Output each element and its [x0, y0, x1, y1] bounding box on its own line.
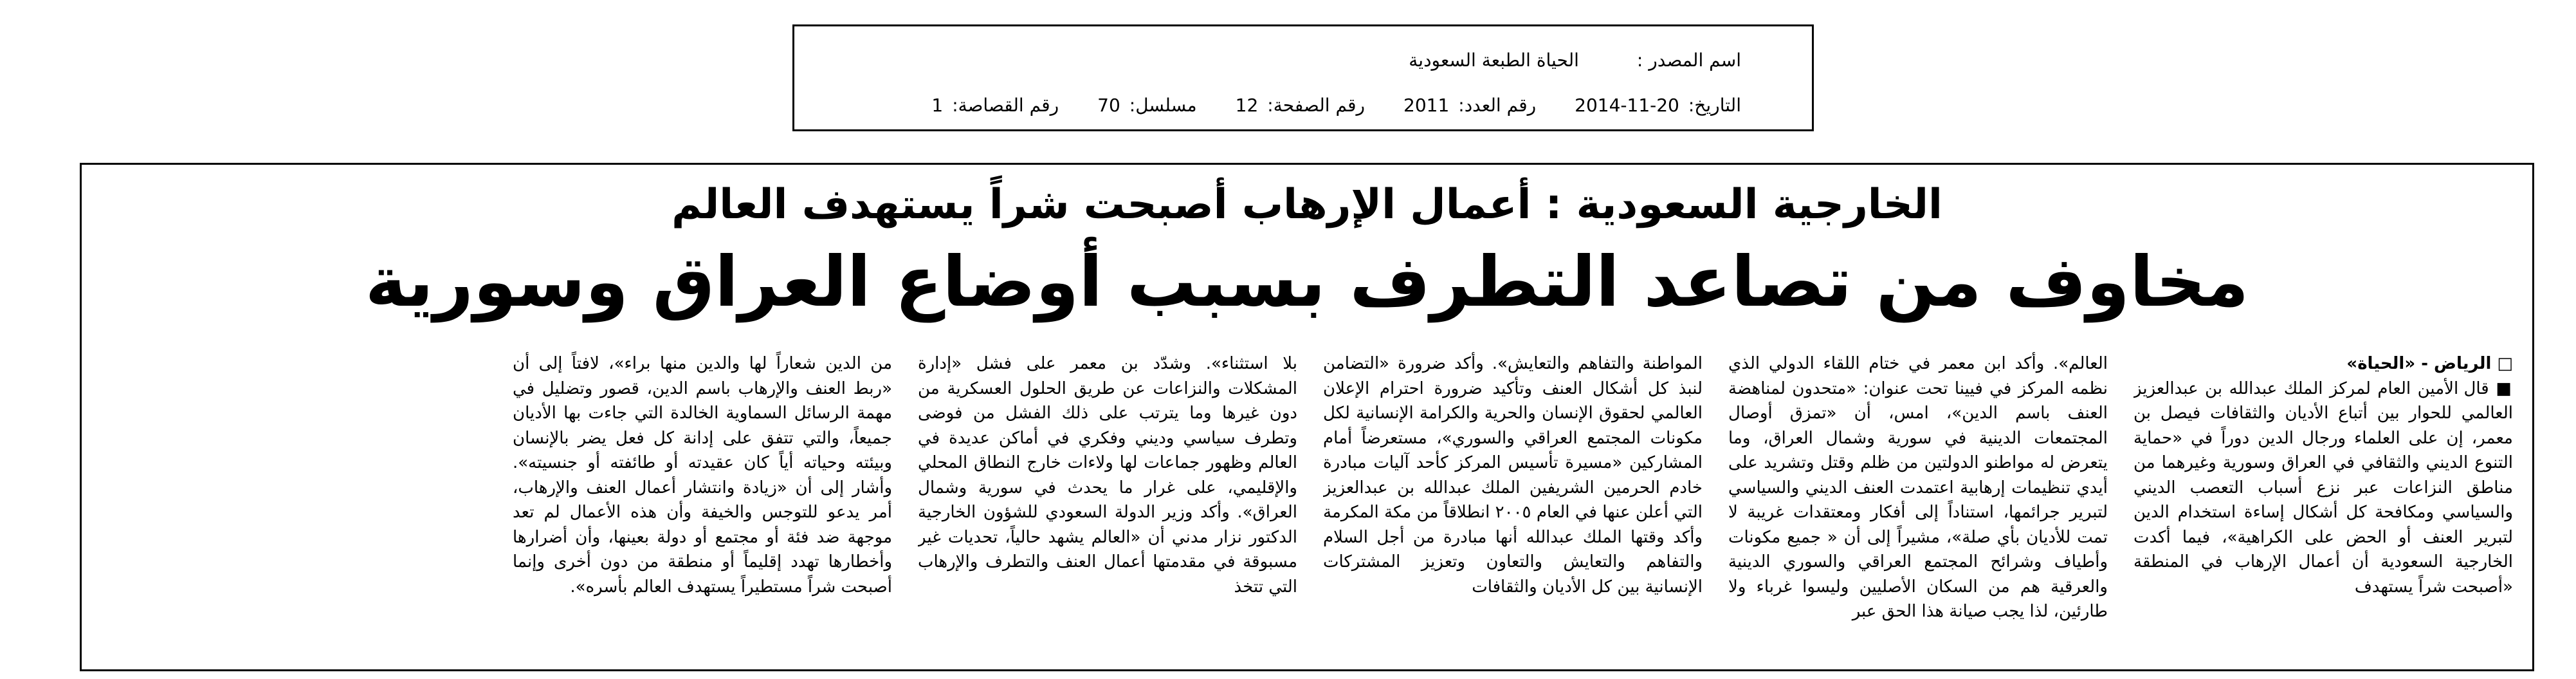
article-column-1	[2133, 351, 2513, 660]
issue-value: 2011	[1403, 95, 1450, 116]
issue-field	[1403, 95, 1536, 116]
date-label: التاريخ:	[1688, 95, 1741, 116]
column-text	[2133, 377, 2513, 600]
page-field	[1236, 95, 1365, 116]
article-subheadline: الخارجية السعودية : أعمال الإرهاب أصبحت شراً يستهدف العالم	[671, 181, 1942, 228]
column-1-text: قال الأمين العام لمركز الملك عبدالله بن عبدالعزيز العالمي للحوار بين أتباع الأديان والثقافات فيصل بن معمر، إن على العلماء ورجال الدين دوراً في «حماية التنوع الديني والثقافي في العراق وسورية وغيرهما من مناطق النزاعات عبر نزع أسباب التعصب الديني والسياسي ومكافحة كل أشكال إساءة استخدام الدين لتبرير العنف أو الحض على الكراهية»، فيما أكدت الخارجية السعودية أن أعمال الإرهاب في المنطقة «أصبحت شراً يستهدف	[2133, 378, 2513, 597]
date-value: 2014-11-20	[1575, 95, 1679, 116]
column-2-text: العالم». وأكد ابن معمر في ختام اللقاء الدولي الذي نظمه المركز في فيينا تحت عنوان: «متحدون لمناهضة العنف باسم الدين»، امس، أن «تمزق أوصال المجتمعات الدينية في سورية وشمال العراق، وما يتعرض له مواطنو الدولتين من ظلم وقتل وتشريد على أيدي تنظيمات إرهابية اعتمدت العنف الديني والسياسي لتبرير جرائمها، استناداً إلى أفكار ومعتقدات غريبة لا تمت للأديان بأي صلة»، مشيراً إلى أن « جميع مكونات وأطياف وشرائح المجتمع العراقي والسوري الدينية والعرقية هم من السكان الأصليين وليسوا غرباء ولا طارئين، لذا يجب صيانة هذا الحق عبر	[1728, 354, 2108, 621]
serial-label: مسلسل:	[1129, 95, 1197, 116]
article-column-4	[918, 351, 1297, 660]
page-value: 12	[1235, 95, 1259, 116]
serial-field	[1097, 95, 1197, 116]
article-byline: □ الرياض - «الحياة»	[2346, 354, 2513, 373]
column-5-text: من الدين شعاراً لها والدين منها براء»، لافتاً إلى أن «ربط العنف والإرهاب باسم الدين، قصور وتضليل في مهمة الرسائل السماوية الخالدة التي جاءت بها الأديان جميعاً، والتي تتفق على إدانة كل فعل يضر بالإنسان وبيئته وحياته أياً كان عقيدته أو طائفته أو جنسيته». وأشار إلى أن «زيادة وانتشار أعمال العنف والإرهاب، أمر يدعو للتوجس والخيفة وأن هذه الأعمال لم تعد موجهة ضد فئة أو مجتمع أو دولة بعينها، وأن أضرارها وأخطارها تهدد إقليماً أو منطقة من دون أخرى وإنما أصبحت شراً مستطيراً يستهدف العالم بأسره».	[513, 354, 892, 597]
clip-field	[931, 95, 1059, 116]
source-info-box	[792, 24, 1814, 131]
column-4-text: بلا استثناء». وشدّد بن معمر على فشل «إدارة المشكلات والنزاعات عن طريق الحلول العسكرية من دون غيرها وما يترتب على ذلك الفشل من فوضى وتطرف سياسي وديني وفكري في أماكن عديدة في العالم وظهور جماعات لها ولاءات خارج النطاق المحلي والإقليمي، على غرار ما يحدث في سورية وشمال العراق». وأكد وزير الدولة السعودي للشؤون الخارجية الدكتور نزار مدني أن «العالم يشهد حالياً، تحديات غير مسبوقة في مقدمتها أعمال العنف والتطرف والإرهاب التي تتخذ	[918, 354, 1297, 597]
article-column-3	[1323, 351, 1703, 660]
article-frame	[80, 163, 2534, 671]
clip-label: رقم القصاصة:	[952, 95, 1059, 116]
article-body	[100, 351, 2513, 660]
article-column-2	[1728, 351, 2108, 660]
serial-value: 70	[1097, 95, 1120, 116]
article-headline: مخاوف من تصاعد التطرف بسبب أوضاع العراق وسورية	[365, 242, 2249, 322]
clip-value: 1	[931, 95, 944, 116]
source-row	[1409, 50, 1741, 71]
source-label: اسم المصدر :	[1636, 50, 1741, 71]
bullet-mark: ■	[2496, 378, 2513, 398]
article-column-5	[513, 351, 892, 660]
column-3-text: المواطنة والتفاهم والتعايش». وأكد ضرورة «التضامن لنبذ كل أشكال العنف وتأكيد ضرورة احترام الإعلان العالمي لحقوق الإنسان والحرية والكرامة الإنسانية لكل مكونات المجتمع العراقي والسوري»، مستعرضاً أمام المشاركين «مسيرة تأسيس المركز كأحد آليات مبادرة خادم الحرمين الشريفين الملك عبدالله بن عبدالعزيز التي أعلن عنها في العام ٢٠٠٥ انطلاقاً من مكة المكرمة وأكد وقتها الملك عبدالله أنها مبادرة من أجل السلام والتفاهم والتعايش والتعاون وتعزيز المشتركات الإنسانية بين كل الأديان والثقافات	[1323, 354, 1703, 597]
source-value: الحياة الطبعة السعودية	[1409, 50, 1579, 71]
details-row	[931, 95, 1741, 116]
date-field	[1575, 95, 1741, 116]
issue-label: رقم العدد:	[1458, 95, 1537, 116]
page-label: رقم الصفحة:	[1267, 95, 1366, 116]
